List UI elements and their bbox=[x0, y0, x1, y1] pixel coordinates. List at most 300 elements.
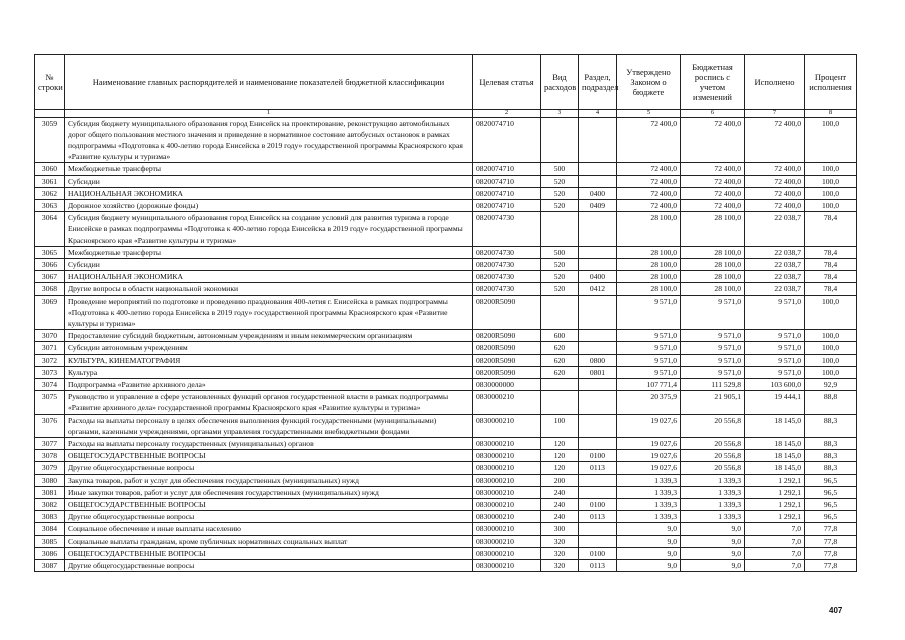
column-number: 5 bbox=[617, 110, 681, 118]
target-article: 08200R5090 bbox=[473, 295, 541, 330]
target-article: 08200R5090 bbox=[473, 342, 541, 354]
target-article: 0820074730 bbox=[473, 258, 541, 270]
execution-percent: 100,0 bbox=[805, 295, 857, 330]
row-number: 3086 bbox=[35, 547, 65, 559]
section: 0100 bbox=[579, 450, 617, 462]
approved-amount: 28 100,0 bbox=[617, 258, 681, 270]
revised-amount: 1 339,3 bbox=[681, 486, 745, 498]
row-name: Другие вопросы в области национальной экономики bbox=[65, 283, 473, 295]
approved-amount: 9 571,0 bbox=[617, 366, 681, 378]
execution-percent: 100,0 bbox=[805, 354, 857, 366]
execution-percent: 77,8 bbox=[805, 523, 857, 535]
column-number: 2 bbox=[473, 110, 541, 118]
approved-amount: 1 339,3 bbox=[617, 486, 681, 498]
column-number bbox=[35, 110, 65, 118]
row-number: 3078 bbox=[35, 450, 65, 462]
revised-amount: 28 100,0 bbox=[681, 283, 745, 295]
approved-amount: 9 571,0 bbox=[617, 354, 681, 366]
target-article: 0820074710 bbox=[473, 163, 541, 175]
revised-amount: 21 905,1 bbox=[681, 391, 745, 414]
target-article: 0820074730 bbox=[473, 271, 541, 283]
execution-percent: 78,4 bbox=[805, 212, 857, 247]
section bbox=[579, 212, 617, 247]
row-name: ОБЩЕГОСУДАРСТВЕННЫЕ ВОПРОСЫ bbox=[65, 450, 473, 462]
expense-type: 500 bbox=[541, 163, 579, 175]
target-article: 0830000210 bbox=[473, 391, 541, 414]
row-name: Другие общегосударственные вопросы bbox=[65, 560, 473, 572]
table-row bbox=[35, 212, 857, 247]
expense-type: 520 bbox=[541, 258, 579, 270]
executed-amount: 22 038,7 bbox=[745, 246, 805, 258]
table-row bbox=[35, 535, 857, 547]
execution-percent: 100,0 bbox=[805, 199, 857, 211]
approved-amount: 72 400,0 bbox=[617, 187, 681, 199]
revised-amount: 9,0 bbox=[681, 535, 745, 547]
table-row bbox=[35, 437, 857, 449]
row-name: Подпрограмма «Развитие архивного дела» bbox=[65, 378, 473, 390]
row-number: 3068 bbox=[35, 283, 65, 295]
target-article: 08200R5090 bbox=[473, 366, 541, 378]
expense-type: 520 bbox=[541, 175, 579, 187]
revised-amount: 72 400,0 bbox=[681, 163, 745, 175]
target-article: 0820074730 bbox=[473, 246, 541, 258]
row-number: 3085 bbox=[35, 535, 65, 547]
executed-amount: 72 400,0 bbox=[745, 199, 805, 211]
section bbox=[579, 330, 617, 342]
table-row bbox=[35, 378, 857, 390]
revised-amount: 28 100,0 bbox=[681, 258, 745, 270]
expense-type: 600 bbox=[541, 330, 579, 342]
row-number: 3083 bbox=[35, 511, 65, 523]
expense-type bbox=[541, 295, 579, 330]
approved-amount: 20 375,9 bbox=[617, 391, 681, 414]
section: 0100 bbox=[579, 547, 617, 559]
execution-percent: 88,8 bbox=[805, 391, 857, 414]
row-name: Закупка товаров, работ и услуг для обеспечения государственных (муниципальных) нужд bbox=[65, 474, 473, 486]
row-name: Предоставление субсидий бюджетным, автономным учреждениям и иным некоммерческим организациям bbox=[65, 330, 473, 342]
execution-percent: 100,0 bbox=[805, 117, 857, 163]
execution-percent: 100,0 bbox=[805, 342, 857, 354]
row-name: Проведение мероприятий по подготовке и проведению празднования 400-летия г. Енисейска в рамках подпрограммы «Подготовка к 400-летию города Енисейска в 2019 году» государственной программы Красноярского края «Развитие культуры и туризма» bbox=[65, 295, 473, 330]
execution-percent: 77,8 bbox=[805, 560, 857, 572]
row-number: 3081 bbox=[35, 486, 65, 498]
column-number: 6 bbox=[681, 110, 745, 118]
row-number: 3079 bbox=[35, 462, 65, 474]
row-name: Субсидия бюджету муниципального образования город Енисейск на создание условий для развития туризма в городе Енисейске в рамках подпрограммы «Подготовка к 400-летию города Енисейска в 2019 году» государственной программы Красноярского края «Развитие культуры и туризма» bbox=[65, 212, 473, 247]
target-article: 0830000210 bbox=[473, 560, 541, 572]
expense-type: 620 bbox=[541, 366, 579, 378]
table-row bbox=[35, 547, 857, 559]
row-name: Субсидии bbox=[65, 258, 473, 270]
row-number: 3073 bbox=[35, 366, 65, 378]
table-row bbox=[35, 499, 857, 511]
executed-amount: 18 145,0 bbox=[745, 437, 805, 449]
executed-amount: 9 571,0 bbox=[745, 342, 805, 354]
row-name: Расходы на выплаты персоналу в целях обеспечения выполнения функций государственными (муниципальными) органами, казенными учреждениями, органами управления государственными внебюджетными фондами bbox=[65, 414, 473, 437]
approved-amount: 28 100,0 bbox=[617, 212, 681, 247]
approved-amount: 9,0 bbox=[617, 547, 681, 559]
table-header-row bbox=[35, 55, 857, 110]
row-number: 3059 bbox=[35, 117, 65, 163]
executed-amount: 72 400,0 bbox=[745, 187, 805, 199]
expense-type: 320 bbox=[541, 547, 579, 559]
row-name: Межбюджетные трансферты bbox=[65, 246, 473, 258]
execution-percent: 96,5 bbox=[805, 486, 857, 498]
revised-amount: 111 529,8 bbox=[681, 378, 745, 390]
column-number: 8 bbox=[805, 110, 857, 118]
execution-percent: 100,0 bbox=[805, 366, 857, 378]
target-article: 0830000210 bbox=[473, 474, 541, 486]
revised-amount: 20 556,8 bbox=[681, 462, 745, 474]
section bbox=[579, 474, 617, 486]
expense-type: 240 bbox=[541, 486, 579, 498]
approved-amount: 1 339,3 bbox=[617, 511, 681, 523]
table-row bbox=[35, 246, 857, 258]
section: 0100 bbox=[579, 499, 617, 511]
header-revised: Бюджетная роспись с учетом изменений bbox=[681, 55, 745, 110]
revised-amount: 1 339,3 bbox=[681, 511, 745, 523]
table-body bbox=[35, 110, 857, 572]
header-row-number: № строки bbox=[35, 55, 65, 110]
row-number: 3064 bbox=[35, 212, 65, 247]
executed-amount: 7,0 bbox=[745, 560, 805, 572]
expense-type bbox=[541, 117, 579, 163]
section bbox=[579, 117, 617, 163]
row-name: Другие общегосударственные вопросы bbox=[65, 511, 473, 523]
table-row bbox=[35, 271, 857, 283]
header-percent: Процент исполнения bbox=[805, 55, 857, 110]
table-row bbox=[35, 560, 857, 572]
row-number: 3087 bbox=[35, 560, 65, 572]
expense-type: 240 bbox=[541, 511, 579, 523]
target-article: 0830000210 bbox=[473, 511, 541, 523]
row-name: Руководство и управление в сфере установленных функций органов государственной власти в рамках подпрограммы «Развитие архивного дела» государственной программы Красноярского края «Развитие культуры и туризма» bbox=[65, 391, 473, 414]
approved-amount: 9 571,0 bbox=[617, 295, 681, 330]
expense-type bbox=[541, 378, 579, 390]
approved-amount: 28 100,0 bbox=[617, 246, 681, 258]
table-row bbox=[35, 414, 857, 437]
approved-amount: 1 339,3 bbox=[617, 474, 681, 486]
approved-amount: 72 400,0 bbox=[617, 163, 681, 175]
target-article: 0830000210 bbox=[473, 486, 541, 498]
section bbox=[579, 523, 617, 535]
approved-amount: 28 100,0 bbox=[617, 271, 681, 283]
expense-type: 500 bbox=[541, 246, 579, 258]
revised-amount: 9 571,0 bbox=[681, 354, 745, 366]
section: 0801 bbox=[579, 366, 617, 378]
execution-percent: 77,8 bbox=[805, 535, 857, 547]
row-number: 3067 bbox=[35, 271, 65, 283]
section: 0113 bbox=[579, 560, 617, 572]
row-name: Другие общегосударственные вопросы bbox=[65, 462, 473, 474]
page-number: 407 bbox=[829, 606, 843, 615]
execution-percent: 100,0 bbox=[805, 175, 857, 187]
revised-amount: 72 400,0 bbox=[681, 187, 745, 199]
section: 0412 bbox=[579, 283, 617, 295]
column-number-row bbox=[35, 110, 857, 118]
table-row bbox=[35, 450, 857, 462]
revised-amount: 20 556,8 bbox=[681, 414, 745, 437]
section: 0800 bbox=[579, 354, 617, 366]
target-article: 0830000000 bbox=[473, 378, 541, 390]
revised-amount: 9 571,0 bbox=[681, 295, 745, 330]
executed-amount: 18 145,0 bbox=[745, 414, 805, 437]
table-row bbox=[35, 258, 857, 270]
row-number: 3070 bbox=[35, 330, 65, 342]
budget-execution-table bbox=[34, 54, 857, 572]
row-number: 3069 bbox=[35, 295, 65, 330]
execution-percent: 88,3 bbox=[805, 414, 857, 437]
target-article: 0830000210 bbox=[473, 547, 541, 559]
executed-amount: 72 400,0 bbox=[745, 163, 805, 175]
target-article: 0830000210 bbox=[473, 450, 541, 462]
expense-type: 520 bbox=[541, 199, 579, 211]
section bbox=[579, 246, 617, 258]
executed-amount: 22 038,7 bbox=[745, 271, 805, 283]
revised-amount: 72 400,0 bbox=[681, 117, 745, 163]
expense-type: 320 bbox=[541, 560, 579, 572]
target-article: 0830000210 bbox=[473, 535, 541, 547]
execution-percent: 77,8 bbox=[805, 547, 857, 559]
section: 0409 bbox=[579, 199, 617, 211]
revised-amount: 28 100,0 bbox=[681, 246, 745, 258]
row-number: 3071 bbox=[35, 342, 65, 354]
target-article: 0820074730 bbox=[473, 283, 541, 295]
section bbox=[579, 342, 617, 354]
approved-amount: 9,0 bbox=[617, 560, 681, 572]
table-row bbox=[35, 342, 857, 354]
table-row bbox=[35, 283, 857, 295]
revised-amount: 9 571,0 bbox=[681, 366, 745, 378]
section: 0400 bbox=[579, 187, 617, 199]
approved-amount: 9 571,0 bbox=[617, 330, 681, 342]
row-number: 3082 bbox=[35, 499, 65, 511]
header-section: Раздел, подраздел bbox=[579, 55, 617, 110]
table-row bbox=[35, 474, 857, 486]
target-article: 0820074710 bbox=[473, 199, 541, 211]
target-article: 0820074730 bbox=[473, 212, 541, 247]
expense-type: 320 bbox=[541, 535, 579, 547]
target-article: 0830000210 bbox=[473, 462, 541, 474]
executed-amount: 22 038,7 bbox=[745, 258, 805, 270]
section: 0113 bbox=[579, 462, 617, 474]
expense-type bbox=[541, 212, 579, 247]
executed-amount: 1 292,1 bbox=[745, 499, 805, 511]
header-target-article: Целевая статья bbox=[473, 55, 541, 110]
target-article: 0830000210 bbox=[473, 523, 541, 535]
expense-type: 300 bbox=[541, 523, 579, 535]
executed-amount: 9 571,0 bbox=[745, 366, 805, 378]
execution-percent: 96,5 bbox=[805, 474, 857, 486]
header-name: Наименование главных распорядителей и наименование показателей бюджетной классификации bbox=[65, 55, 473, 110]
executed-amount: 9 571,0 bbox=[745, 330, 805, 342]
executed-amount: 22 038,7 bbox=[745, 283, 805, 295]
table-row bbox=[35, 199, 857, 211]
revised-amount: 28 100,0 bbox=[681, 212, 745, 247]
row-name: Расходы на выплаты персоналу государственных (муниципальных) органов bbox=[65, 437, 473, 449]
executed-amount: 19 444,1 bbox=[745, 391, 805, 414]
row-name: Иные закупки товаров, работ и услуг для обеспечения государственных (муниципальных) нужд bbox=[65, 486, 473, 498]
table-row bbox=[35, 462, 857, 474]
execution-percent: 88,3 bbox=[805, 450, 857, 462]
execution-percent: 92,9 bbox=[805, 378, 857, 390]
target-article: 08200R5090 bbox=[473, 354, 541, 366]
target-article: 0820074710 bbox=[473, 175, 541, 187]
executed-amount: 7,0 bbox=[745, 547, 805, 559]
executed-amount: 72 400,0 bbox=[745, 117, 805, 163]
expense-type: 240 bbox=[541, 499, 579, 511]
column-number: 1 bbox=[65, 110, 473, 118]
executed-amount: 7,0 bbox=[745, 535, 805, 547]
approved-amount: 19 027,6 bbox=[617, 414, 681, 437]
approved-amount: 107 771,4 bbox=[617, 378, 681, 390]
table-row bbox=[35, 511, 857, 523]
section bbox=[579, 378, 617, 390]
executed-amount: 9 571,0 bbox=[745, 295, 805, 330]
row-number: 3072 bbox=[35, 354, 65, 366]
revised-amount: 9,0 bbox=[681, 560, 745, 572]
section bbox=[579, 486, 617, 498]
approved-amount: 1 339,3 bbox=[617, 499, 681, 511]
table-row bbox=[35, 523, 857, 535]
row-name: Социальные выплаты гражданам, кроме публичных нормативных социальных выплат bbox=[65, 535, 473, 547]
row-name: Социальное обеспечение и иные выплаты населению bbox=[65, 523, 473, 535]
section: 0113 bbox=[579, 511, 617, 523]
row-name: Межбюджетные трансферты bbox=[65, 163, 473, 175]
row-name: Дорожное хозяйство (дорожные фонды) bbox=[65, 199, 473, 211]
execution-percent: 100,0 bbox=[805, 330, 857, 342]
approved-amount: 72 400,0 bbox=[617, 117, 681, 163]
row-name: НАЦИОНАЛЬНАЯ ЭКОНОМИКА bbox=[65, 271, 473, 283]
revised-amount: 28 100,0 bbox=[681, 271, 745, 283]
row-name: Культура bbox=[65, 366, 473, 378]
table-row bbox=[35, 354, 857, 366]
approved-amount: 9,0 bbox=[617, 523, 681, 535]
row-number: 3062 bbox=[35, 187, 65, 199]
table-row bbox=[35, 187, 857, 199]
section bbox=[579, 175, 617, 187]
section bbox=[579, 163, 617, 175]
target-article: 0830000210 bbox=[473, 499, 541, 511]
execution-percent: 96,5 bbox=[805, 511, 857, 523]
section bbox=[579, 414, 617, 437]
expense-type: 620 bbox=[541, 342, 579, 354]
row-name: Субсидия бюджету муниципального образования город Енисейск на проектирование, реконструкцию автомобильных дорог общего пользования местного значения и приведение в нормативное состояние автобусных остановок в рамках подпрограммы «Подготовка к 400-летию города Енисейска в 2019 году» государственной программы Красноярского края «Развитие культуры и туризма» bbox=[65, 117, 473, 163]
row-name: Субсидии bbox=[65, 175, 473, 187]
column-number: 4 bbox=[579, 110, 617, 118]
executed-amount: 1 292,1 bbox=[745, 486, 805, 498]
execution-percent: 78,4 bbox=[805, 246, 857, 258]
execution-percent: 88,3 bbox=[805, 462, 857, 474]
target-article: 0830000210 bbox=[473, 414, 541, 437]
approved-amount: 28 100,0 bbox=[617, 283, 681, 295]
approved-amount: 72 400,0 bbox=[617, 175, 681, 187]
execution-percent: 78,4 bbox=[805, 258, 857, 270]
approved-amount: 9,0 bbox=[617, 535, 681, 547]
row-number: 3080 bbox=[35, 474, 65, 486]
row-number: 3077 bbox=[35, 437, 65, 449]
revised-amount: 20 556,8 bbox=[681, 450, 745, 462]
executed-amount: 22 038,7 bbox=[745, 212, 805, 247]
execution-percent: 96,5 bbox=[805, 499, 857, 511]
executed-amount: 18 145,0 bbox=[745, 462, 805, 474]
expense-type: 620 bbox=[541, 354, 579, 366]
row-number: 3076 bbox=[35, 414, 65, 437]
column-number: 3 bbox=[541, 110, 579, 118]
revised-amount: 9 571,0 bbox=[681, 342, 745, 354]
approved-amount: 19 027,6 bbox=[617, 462, 681, 474]
table-row bbox=[35, 295, 857, 330]
section bbox=[579, 437, 617, 449]
row-number: 3063 bbox=[35, 199, 65, 211]
section bbox=[579, 535, 617, 547]
revised-amount: 72 400,0 bbox=[681, 175, 745, 187]
executed-amount: 9 571,0 bbox=[745, 354, 805, 366]
executed-amount: 103 600,0 bbox=[745, 378, 805, 390]
expense-type: 100 bbox=[541, 414, 579, 437]
target-article: 0820074710 bbox=[473, 187, 541, 199]
expense-type: 120 bbox=[541, 437, 579, 449]
row-name: ОБЩЕГОСУДАРСТВЕННЫЕ ВОПРОСЫ bbox=[65, 499, 473, 511]
expense-type: 520 bbox=[541, 187, 579, 199]
row-number: 3074 bbox=[35, 378, 65, 390]
section bbox=[579, 295, 617, 330]
row-number: 3065 bbox=[35, 246, 65, 258]
table-row bbox=[35, 117, 857, 163]
row-number: 3075 bbox=[35, 391, 65, 414]
section bbox=[579, 391, 617, 414]
section bbox=[579, 258, 617, 270]
row-name: ОБЩЕГОСУДАРСТВЕННЫЕ ВОПРОСЫ bbox=[65, 547, 473, 559]
expense-type: 520 bbox=[541, 271, 579, 283]
approved-amount: 9 571,0 bbox=[617, 342, 681, 354]
executed-amount: 7,0 bbox=[745, 523, 805, 535]
revised-amount: 20 556,8 bbox=[681, 437, 745, 449]
revised-amount: 72 400,0 bbox=[681, 199, 745, 211]
table-row bbox=[35, 391, 857, 414]
execution-percent: 100,0 bbox=[805, 163, 857, 175]
executed-amount: 72 400,0 bbox=[745, 175, 805, 187]
table-row bbox=[35, 175, 857, 187]
row-number: 3066 bbox=[35, 258, 65, 270]
approved-amount: 72 400,0 bbox=[617, 199, 681, 211]
row-name: КУЛЬТУРА, КИНЕМАТОГРАФИЯ bbox=[65, 354, 473, 366]
executed-amount: 1 292,1 bbox=[745, 474, 805, 486]
table-row bbox=[35, 163, 857, 175]
executed-amount: 1 292,1 bbox=[745, 511, 805, 523]
table-row bbox=[35, 366, 857, 378]
header-executed: Исполнено bbox=[745, 55, 805, 110]
target-article: 0830000210 bbox=[473, 437, 541, 449]
table-row bbox=[35, 330, 857, 342]
target-article: 08200R5090 bbox=[473, 330, 541, 342]
table-row bbox=[35, 486, 857, 498]
row-name: Субсидии автономным учреждениям bbox=[65, 342, 473, 354]
row-number: 3060 bbox=[35, 163, 65, 175]
column-number: 7 bbox=[745, 110, 805, 118]
row-number: 3061 bbox=[35, 175, 65, 187]
revised-amount: 9,0 bbox=[681, 523, 745, 535]
expense-type: 200 bbox=[541, 474, 579, 486]
revised-amount: 9,0 bbox=[681, 547, 745, 559]
target-article: 0820074710 bbox=[473, 117, 541, 163]
executed-amount: 18 145,0 bbox=[745, 450, 805, 462]
revised-amount: 9 571,0 bbox=[681, 330, 745, 342]
expense-type: 120 bbox=[541, 462, 579, 474]
section: 0400 bbox=[579, 271, 617, 283]
row-name: НАЦИОНАЛЬНАЯ ЭКОНОМИКА bbox=[65, 187, 473, 199]
header-approved: Утверждено Законом о бюджете bbox=[617, 55, 681, 110]
